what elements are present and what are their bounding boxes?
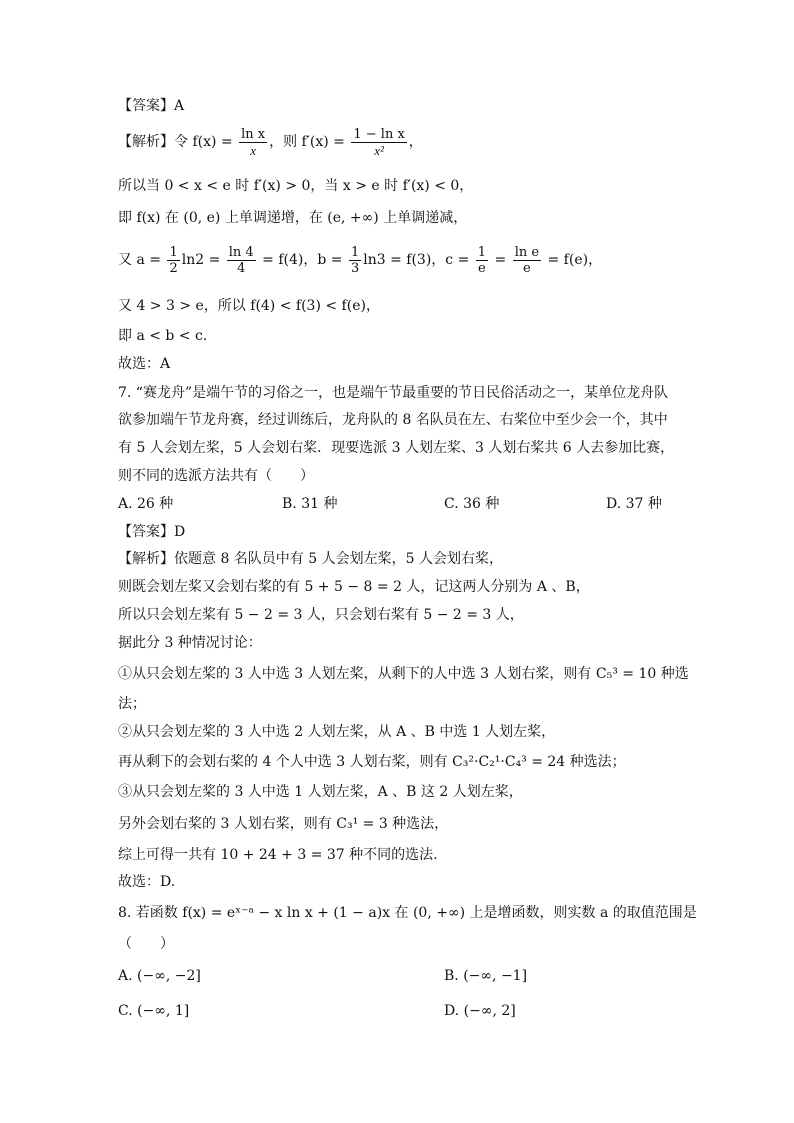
numerator: 1 (169, 244, 178, 260)
denominator: e (523, 260, 531, 276)
q6-analysis-line-3: 即 f(x) 在 (0, e) 上单调递增，在 (e, +∞) 上单调递减， (118, 210, 468, 226)
denominator: e (478, 260, 486, 276)
q7-analysis-line-7: ②从只会划左桨的 3 人中选 2 人划左桨，从 A 、B 中选 1 人划左桨， (118, 724, 556, 740)
formula-text: = f(e)， (543, 252, 603, 268)
numerator: ln 4 (228, 244, 254, 260)
fraction (351, 127, 406, 158)
fraction (239, 127, 267, 158)
q8-stem-line-2: （ ） (118, 936, 174, 952)
q7-analysis-line-6: 法； (118, 696, 146, 712)
q7-option-a: A. 26 种 (118, 496, 174, 512)
q7-option-d: D. 37 种 (606, 496, 662, 512)
fraction (167, 245, 179, 276)
q6-analysis-line-2: 所以当 0 < x < e 时 f′(x) > 0，当 x > e 时 f′(x) < 0， (118, 178, 474, 194)
fraction (476, 245, 488, 276)
q7-analysis-line-8: 再从剩下的会划右桨的 4 个人中选 3 人划右桨，则有 C₃²·C₂¹·C₄³ = 24 种选法； (118, 754, 626, 770)
q7-stem-line-4: 则不同的选派方法共有（ ） (118, 468, 314, 484)
denominator: x² (374, 142, 384, 158)
formula-text: ， (408, 134, 423, 150)
q7-stem-line-2: 欲参加端午节龙舟赛，经过训练后，龙舟队的 8 名队员在左、右桨位中至少会一个，其中 (118, 412, 668, 428)
formula-text: 又 a = (118, 252, 166, 268)
denominator: 3 (350, 260, 360, 276)
q7-analysis-line-5: ①从只会划左桨的 3 人中选 3 人划左桨，从剩下的人中选 3 人划右桨，则有 C₅³ = 10 种选 (118, 666, 689, 682)
q7-analysis-line-10: 另外会划右桨的 3 人划右桨，则有 C₃¹ = 3 种选法， (118, 816, 449, 832)
q7-analysis-line-2: 则既会划左桨又会划右桨的有 5 + 5 − 8 = 2 人，记这两人分别为 A 、B， (118, 579, 590, 595)
formula-text: = (490, 252, 511, 268)
q8-option-d: D. (−∞, 2] (444, 1003, 516, 1019)
q7-choice: 故选：D. (118, 874, 176, 890)
numerator: ln e (514, 244, 540, 260)
q7-analysis-line-11: 综上可得一共有 10 + 24 + 3 = 37 种不同的选法. (118, 847, 438, 863)
q7-analysis-line-9: ③从只会划左桨的 3 人中选 1 人划左桨，A 、B 这 2 人划左桨， (118, 784, 523, 800)
q6-answer: 【答案】A (118, 98, 185, 114)
q7-analysis-line-4: 据此分 3 种情况讨论： (118, 635, 262, 651)
formula-text: 令 f(x) = (174, 134, 238, 150)
q8-option-a: A. (−∞, −2] (118, 968, 201, 984)
denominator: 2 (169, 260, 178, 276)
q6-choice: 故选：A (118, 356, 171, 372)
numerator: 1 − ln x (353, 126, 405, 142)
q8-stem-line-1: 8. 若函数 f(x) = eˣ⁻ᵃ − x ln x + (1 − a)x 在 (0, +∞) 上是增函数，则实数 a 的取值范围是 (118, 905, 697, 921)
formula-text: ln3 = f(3)，c = (363, 252, 474, 268)
fraction (227, 245, 256, 276)
q7-stem-line-3: 有 5 人会划左桨，5 人会划右桨．现要选派 3 人划左桨、3 人划右桨共 6 人去参加比赛， (118, 440, 675, 456)
q6-analysis-line-5: 又 4 > 3 > e，所以 f(4) < f(3) < f(e)， (118, 298, 380, 314)
q7-answer: 【答案】D (118, 524, 186, 540)
q6-analysis-line-4 (118, 242, 602, 278)
formula-text: = f(4)，b = (257, 252, 347, 268)
fraction (349, 245, 361, 276)
analysis-label: 【解析】 (118, 134, 174, 150)
numerator: ln x (241, 126, 266, 142)
q8-option-c: C. (−∞, 1] (118, 1003, 190, 1019)
numerator: 1 (477, 244, 487, 260)
q7-option-b: B. 31 种 (282, 496, 338, 512)
fraction (513, 245, 541, 276)
denominator: x (250, 142, 256, 158)
denominator: 4 (237, 260, 246, 276)
q7-stem-line-1: 7. “赛龙舟”是端午节的习俗之一，也是端午节最重要的节日民俗活动之一，某单位龙舟队 (118, 385, 669, 401)
numerator: 1 (350, 244, 360, 260)
q7-option-c: C. 36 种 (444, 496, 500, 512)
q6-analysis-line-1 (118, 124, 423, 160)
formula-text: ，则 f′(x) = (269, 134, 350, 150)
q6-analysis-line-6: 即 a < b < c. (118, 328, 208, 344)
q8-option-b: B. (−∞, −1] (444, 968, 528, 984)
q7-analysis-line-3: 所以只会划左桨有 5 − 2 = 3 人，只会划右桨有 5 − 2 = 3 人， (118, 607, 524, 623)
formula-text: ln2 = (181, 252, 225, 268)
q7-analysis-line-1: 【解析】依题意 8 名队员中有 5 人会划左桨，5 人会划右桨， (118, 551, 503, 567)
